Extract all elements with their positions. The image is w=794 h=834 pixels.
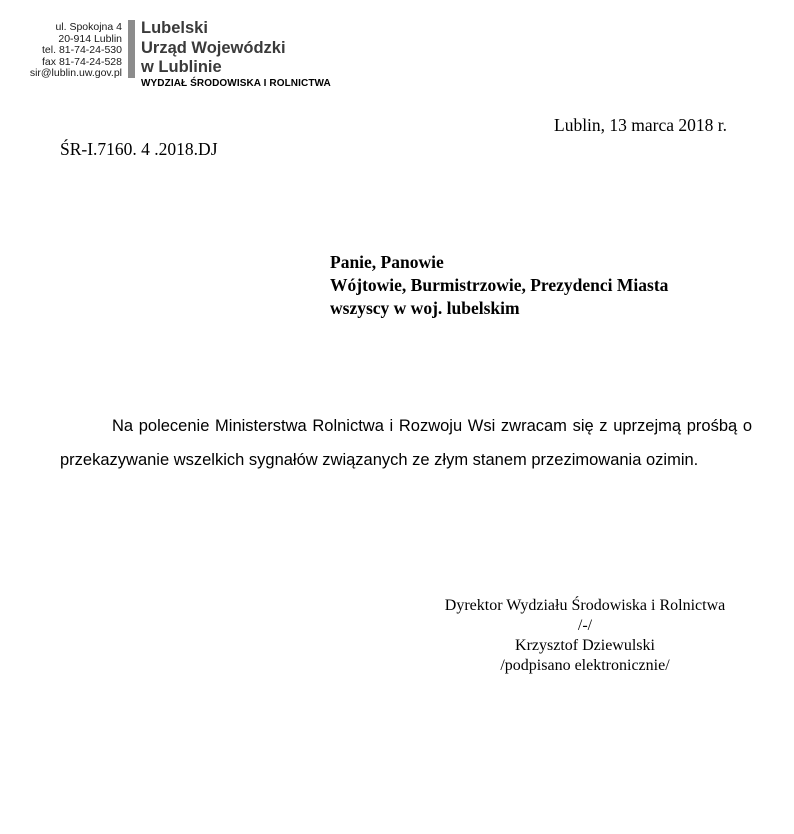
org-name-line: Lubelski <box>141 19 208 37</box>
reference-number: ŚR-I.7160. 4 .2018.DJ <box>60 139 218 159</box>
org-name-line: Urząd Wojewódzki <box>141 38 286 57</box>
office-address <box>0 22 122 80</box>
organization-name <box>141 19 286 78</box>
address-phone: tel. 81-74-24-530 <box>42 44 122 57</box>
address-fax: fax 81-74-24-528 <box>42 55 122 68</box>
signature-mark: /-/ <box>577 617 593 634</box>
body-paragraph: Na polecenie Ministerstwa Rolnictwa i Rozwoju Wsi zwracam się z uprzejmą prośbą o przekazywanie wszelkich sygnałów związanych ze złym stanem przezimowania ozimin. <box>60 417 752 469</box>
letterhead <box>0 0 360 100</box>
address-street: ul. Spokojna 4 <box>55 21 122 33</box>
recipient-line: Wójtowie, Burmistrzowie, Prezydenci Miasta <box>330 275 669 295</box>
logo-bar <box>128 20 135 78</box>
recipient-line: wszyscy w woj. lubelskim <box>330 298 520 318</box>
recipient-block <box>330 251 668 320</box>
org-name-line: w Lublinie <box>141 58 222 76</box>
letter-date: Lublin, 13 marca 2018 r. <box>554 115 728 135</box>
signature-block <box>400 596 770 676</box>
signature-note: /podpisano elektronicznie/ <box>500 657 670 674</box>
recipient-line: Panie, Panowie <box>330 252 444 272</box>
address-postal: 20-914 Lublin <box>58 32 122 45</box>
address-email: sir@lublin.uw.gov.pl <box>29 67 122 80</box>
department-name: WYDZIAŁ ŚRODOWISKA I ROLNICTWA <box>141 78 331 89</box>
signatory-name: Krzysztof Dziewulski <box>515 637 655 654</box>
signatory-title: Dyrektor Wydziału Środowiska i Rolnictwa <box>444 597 726 614</box>
